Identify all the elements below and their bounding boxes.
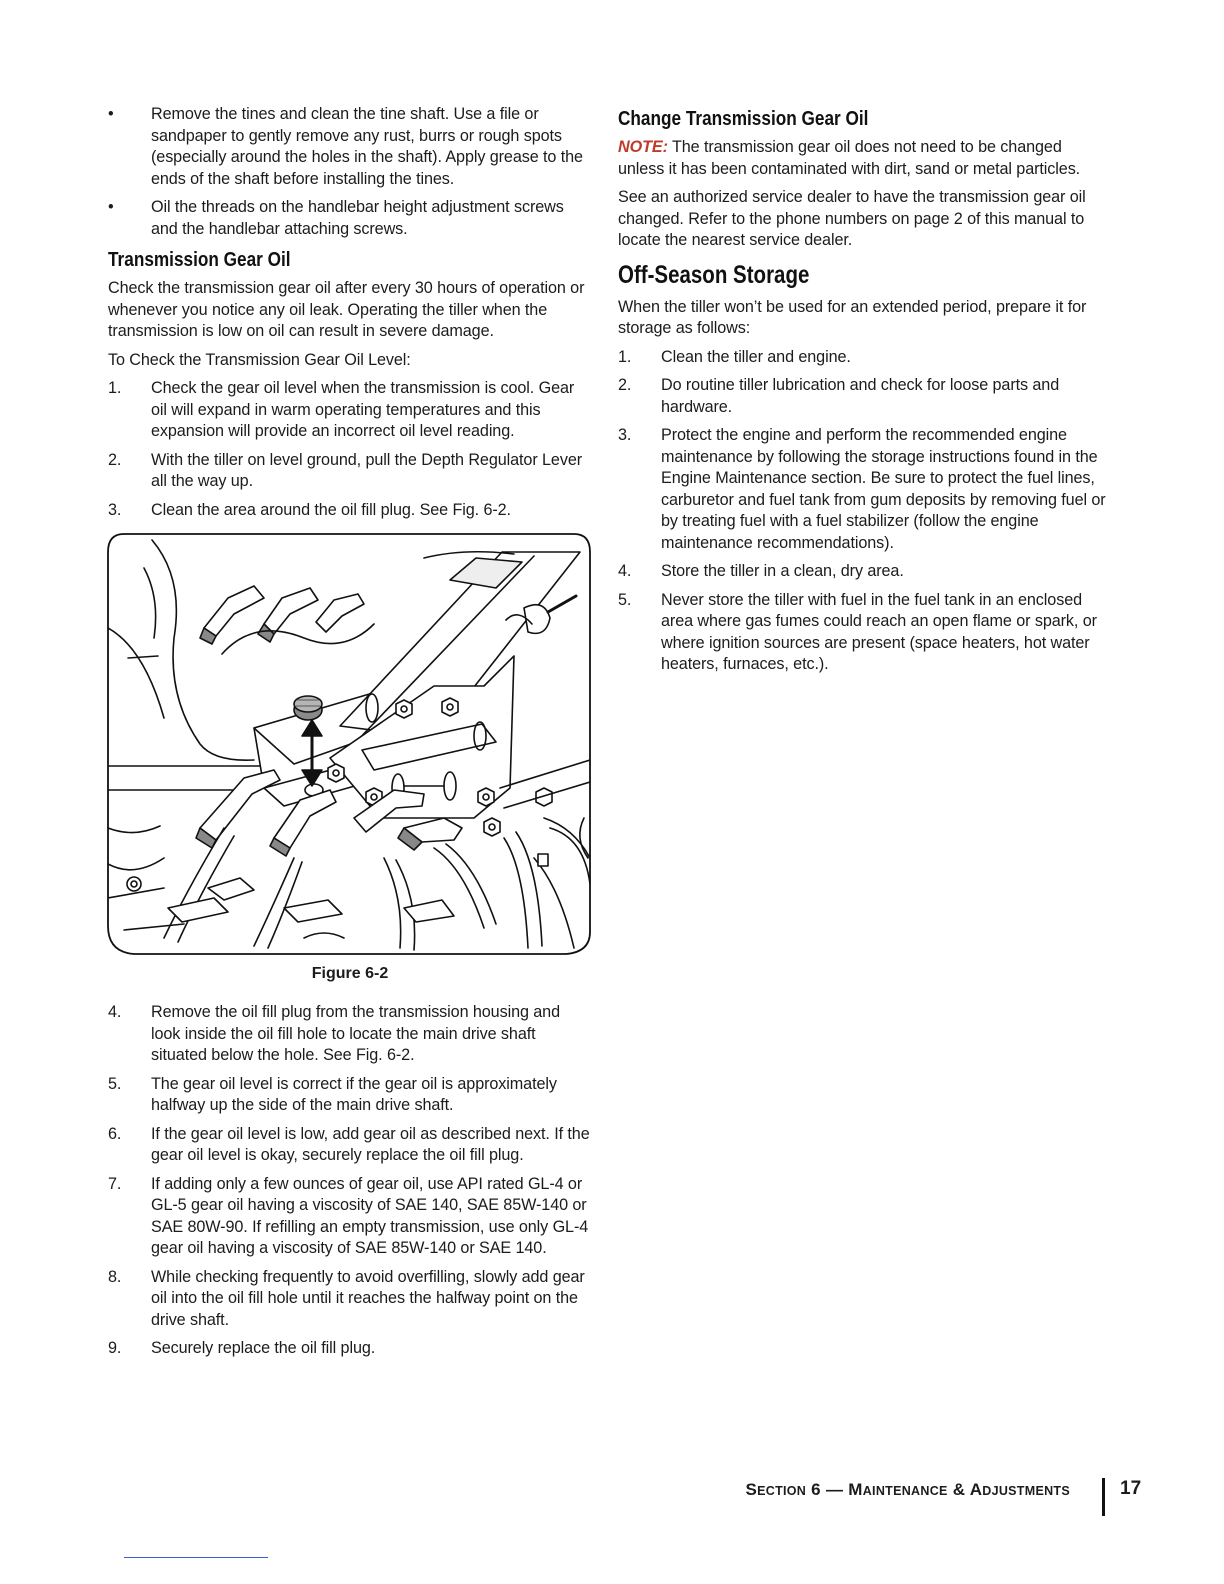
step-text: If adding only a few ounces of gear oil, use API rated GL-4 or GL-5 gear oil having a viscosity of SAE 140, SAE 85W-140 or SAE 80W-90. If refilling an empty transmission, use only GL-4 gear oil having a viscosity of SAE 85W-140 or SAE 140.	[151, 1174, 589, 1257]
list-item	[108, 1074, 592, 1117]
step-text: Clean the area around the oil fill plug. See Fig. 6-2.	[151, 500, 511, 519]
list-item	[618, 561, 1108, 583]
step-text: The gear oil level is correct if the gear oil is approximately halfway up the side of the main drive shaft.	[151, 1074, 557, 1114]
step-text: Protect the engine and perform the recommended engine maintenance by following the storage instructions found in the Engine Maintenance section. Be sure to protect the fuel lines, carburetor and fuel tank from gum deposits by removing fuel or by treating fuel with a fuel stabilizer (follow the engine maintenance recommendations).	[661, 426, 1106, 552]
bullet-text: Remove the tines and clean the tine shaft. Use a file or sandpaper to gently remove any rust, burrs or rough spots (especially around the holes in the shaft). Apply grease to the ends of the shaft before installing the tines.	[151, 105, 583, 188]
bullet-mark: •	[108, 105, 114, 123]
paragraph: See an authorized service dealer to have the transmission gear oil changed. Refer to the phone numbers on page 2 of this manual to locate the nearest service dealer.	[618, 188, 1086, 249]
page-footer	[0, 1478, 1224, 1518]
list-item	[108, 378, 592, 443]
section-heading-transmission-gear-oil: Transmission Gear Oil	[108, 249, 291, 271]
step-number: 2.	[618, 376, 632, 394]
left-column	[108, 104, 592, 1367]
step-number: 4.	[618, 562, 632, 580]
step-number: 7.	[108, 1174, 122, 1193]
list-item	[618, 590, 1108, 676]
step-text: Do routine tiller lubrication and check for loose parts and hardware.	[661, 376, 1060, 416]
list-item	[618, 375, 1108, 418]
step-text: Store the tiller in a clean, dry area.	[661, 562, 904, 580]
step-number: 2.	[108, 450, 122, 469]
step-text: Remove the oil fill plug from the transmission housing and look inside the oil fill hole to locate the main drive shaft situated below the hole. See Fig. 6-2.	[151, 1003, 560, 1064]
list-item	[108, 1267, 592, 1332]
step-number: 3.	[108, 500, 122, 519]
step-text: With the tiller on level ground, pull the Depth Regulator Lever all the way up.	[151, 450, 583, 490]
list-item	[108, 197, 592, 240]
right-column	[618, 104, 1108, 683]
note-label: NOTE:	[618, 138, 668, 156]
list-item	[108, 1002, 592, 1067]
page-number: 17	[1120, 1478, 1142, 1499]
step-text: If the gear oil level is low, add gear oil as described next. If the gear oil level is okay, securely replace the oil fill plug.	[151, 1124, 590, 1164]
bottom-rule	[124, 1557, 268, 1558]
step-text: Securely replace the oil fill plug.	[151, 1339, 376, 1357]
list-item	[108, 104, 592, 190]
step-number: 1.	[108, 379, 122, 397]
step-number: 4.	[108, 1003, 122, 1021]
step-number: 9.	[108, 1339, 122, 1357]
step-text: While checking frequently to avoid overfilling, slowly add gear oil into the oil fill hole until it reaches the halfway point on the drive shaft.	[151, 1267, 585, 1329]
step-number: 8.	[108, 1267, 122, 1286]
bullet-text: Oil the threads on the handlebar height adjustment screws and the handlebar attaching screws.	[151, 198, 564, 238]
step-text: Never store the tiller with fuel in the fuel tank in an enclosed area where gas fumes could reach an open flame or spark, or where ignition sources are present (space heaters, hot water heaters, furnaces, etc.).	[661, 590, 1097, 673]
list-item	[108, 450, 592, 493]
figure-6-2-illustration	[104, 528, 592, 960]
list-item	[618, 347, 1108, 369]
paragraph: When the tiller won’t be used for an extended period, prepare it for storage as follows:	[618, 297, 1087, 337]
step-text: Clean the tiller and engine.	[661, 347, 851, 366]
step-number: 1.	[618, 347, 632, 366]
list-item	[108, 1174, 592, 1260]
paragraph: Check the transmission gear oil after every 30 hours of operation or whenever you notice any oil leak. Operating the tiller when the transmission is low on oil can result in severe damage.	[108, 279, 585, 340]
list-item	[108, 500, 592, 522]
figure-caption: Figure 6-2	[311, 965, 389, 982]
note-paragraph	[618, 137, 1108, 180]
step-number: 5.	[108, 1074, 122, 1093]
footer-section-title: SECTION 6 — MAINTENANCE & ADJUSTMENTS	[745, 1480, 1070, 1499]
list-item	[108, 1338, 592, 1360]
step-text: Check the gear oil level when the transmission is cool. Gear oil will expand in warm operating temperatures and this expansion will provide an incorrect oil level reading.	[151, 379, 575, 440]
paragraph: To Check the Transmission Gear Oil Level:	[108, 350, 411, 369]
step-number: 3.	[618, 426, 632, 444]
note-text: The transmission gear oil does not need to be changed unless it has been contaminated with dirt, sand or metal particles.	[618, 138, 1081, 178]
footer-divider	[1102, 1478, 1105, 1516]
list-item	[108, 1124, 592, 1167]
step-number: 5.	[618, 590, 632, 609]
step-number: 6.	[108, 1124, 122, 1143]
bullet-mark: •	[108, 198, 114, 216]
section-heading-change-transmission-gear-oil: Change Transmission Gear Oil	[618, 108, 869, 130]
section-heading-off-season-storage: Off-Season Storage	[618, 260, 810, 289]
list-item	[618, 425, 1108, 554]
